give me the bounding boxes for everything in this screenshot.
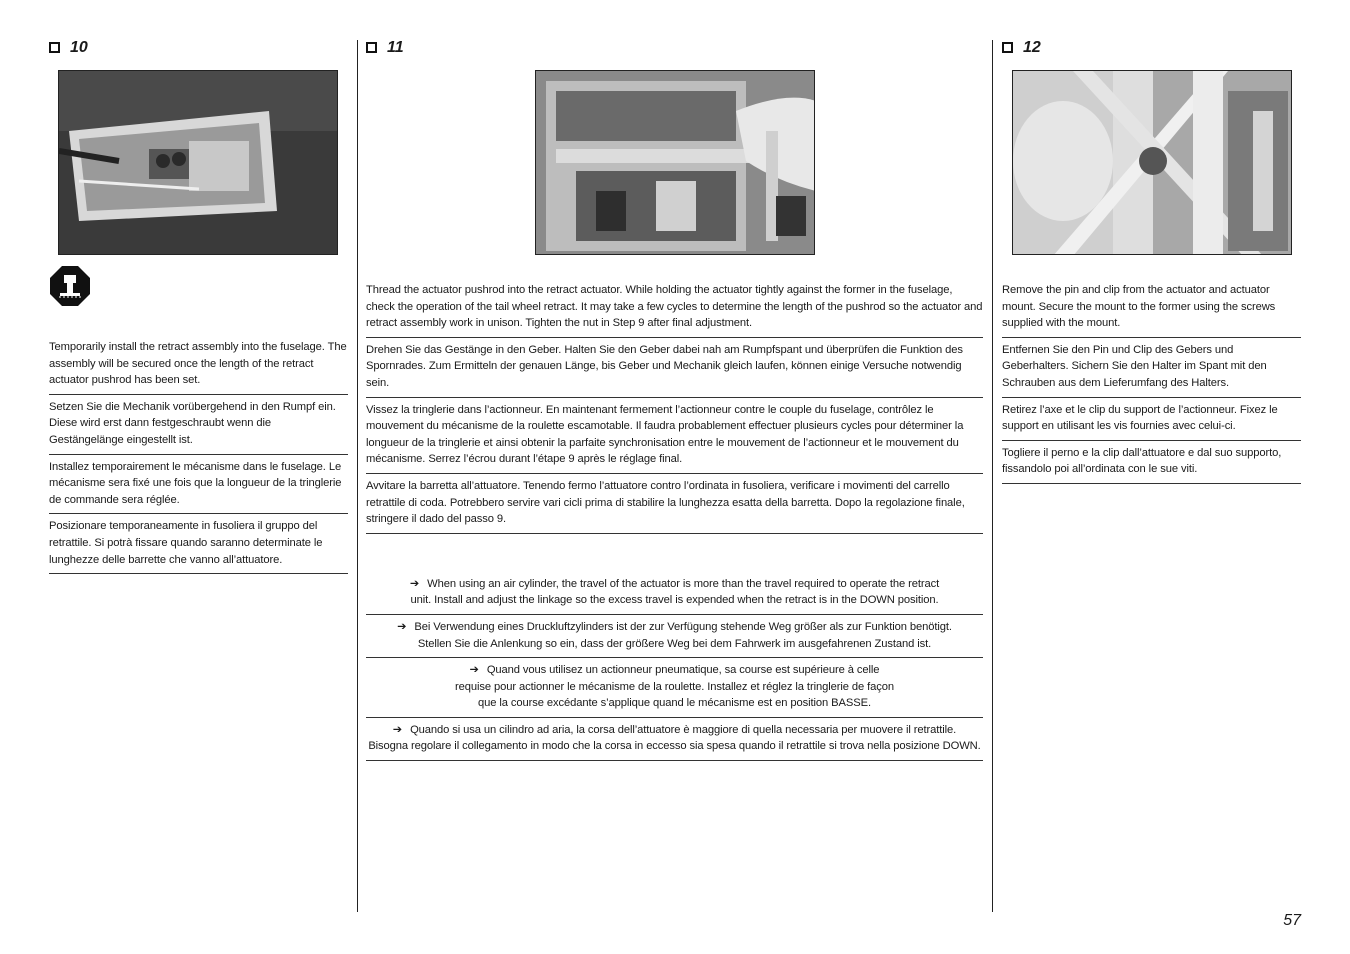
note-fr-line-2: requise pour actionner le mécanisme de la roulette. Installez et réglez la tringlerie de façon xyxy=(455,680,894,693)
note-it-line-1: Quando si usa un cilindro ad aria, la corsa dell’attuatore è maggiore di quella necessaria per muovere il retrattile. xyxy=(410,723,957,736)
step-10-text xyxy=(49,335,348,574)
step-12-text-fr: Retirez l’axe et le clip du support de l’actionneur. Fixez le support en utilisant les vis fournies avec celui-ci. xyxy=(1002,398,1301,441)
arrow-right-icon: ➔ xyxy=(392,723,403,736)
note-fr xyxy=(366,658,983,718)
arrow-right-icon: ➔ xyxy=(397,620,407,633)
arrow-right-icon: ➔ xyxy=(409,577,420,590)
arrow-right-icon: ➔ xyxy=(469,664,479,677)
step-12-photo xyxy=(1012,70,1292,255)
note-de-line-2: Stellen Sie die Anlenkung so ein, dass der größere Weg bei dem Fahrwerk im ausgefahrenen Zustand ist. xyxy=(417,637,932,650)
column-divider-right xyxy=(992,40,993,912)
step-12-header xyxy=(1002,36,1301,60)
step-10-text-it: Posizionare temporaneamente in fusoliera il gruppo del retrattile. Si potrà fissare quando saranno determinate le lunghezze delle barrette che vanno all’attuatore. xyxy=(49,514,348,574)
step-12-text-de: Entfernen Sie den Pin und Clip des Gebers und Geberhalters. Sichern Sie den Halter im Spant mit den Schrauben aus dem Lieferumfang des Halters. xyxy=(1002,338,1301,398)
page-number: 57 xyxy=(1283,912,1301,929)
step-12-text xyxy=(1002,278,1301,484)
step-10-text-de: Setzen Sie die Mechanik vorübergehend in den Rumpf ein. Diese wird erst dann festgeschraubt wenn die Gestängelänge eingestellt ist. xyxy=(49,395,348,455)
step-11-text-en: Thread the actuator pushrod into the retract actuator. While holding the actuator tightly against the former in the fuselage, check the operation of the tail wheel retract. It may take a few cycles to determine the length of the pushrod so the actuator and retract assembly work in unison. Tighten the nut in Step 9 after final adjustment. xyxy=(366,278,983,338)
note-en-line-2: unit. Install and adjust the linkage so the excess travel is expended when the retract is in the DOWN position. xyxy=(410,594,939,607)
screw-warning-icon xyxy=(49,265,91,307)
step-11-text-de: Drehen Sie das Gestänge in den Geber. Halten Sie den Geber dabei nah am Rumpfspant und überprüfen die Funktion des Spornrades. Zum Ermitteln der genauen Länge, bis Geber und Mechanik gleich laufen, können einige Versuche notwendig sein. xyxy=(366,338,983,398)
checkbox-icon[interactable] xyxy=(366,42,377,53)
note-it-line-2: Bisogna regolare il collegamento in modo che la corsa in eccesso sia spesa quando il retrattile si trova nella posizione DOWN. xyxy=(368,740,981,753)
note-it xyxy=(366,718,983,761)
step-10-header xyxy=(49,36,348,60)
step-11-photo xyxy=(535,70,815,255)
step-11-header xyxy=(366,36,983,60)
step-11-text-it: Avvitare la barretta all’attuatore. Tenendo fermo l’attuatore contro l’ordinata in fusoliera, verificare i movimenti del carrello retrattile di coda. Potrebbero servire vari cicli prima di stabilire la lunghezza esatta della barretta. Dopo la regolazione finale, stringere il dado del passo 9. xyxy=(366,474,983,534)
step-11-text-fr: Vissez la tringlerie dans l’actionneur. En maintenant fermement l’actionneur contre le couple du fuselage, contrôlez le mouvement du mécanisme de la roulette escamotable. Il faudra probablement effectuer plusieurs cycles pour déterminer la longueur de la tringlerie et ainsi obtenir la parfaite synchronisation entre le mouvement de l’actionneur et le mouvement du mécanisme. Serrez l’écrou durant l’étape 9 après le réglage final. xyxy=(366,398,983,474)
step-10-photo xyxy=(58,70,338,255)
checkbox-icon[interactable] xyxy=(49,42,60,53)
checkbox-icon[interactable] xyxy=(1002,42,1013,53)
step-10-text-fr: Installez temporairement le mécanisme dans le fuselage. Le mécanisme sera fixé une fois que la longueur de la tringlerie de commande sera réglée. xyxy=(49,455,348,515)
note-en xyxy=(366,572,983,615)
column-divider-left xyxy=(357,40,358,912)
step-10-section xyxy=(49,36,348,574)
step-11-notes xyxy=(366,572,983,761)
step-10-text-en: Temporarily install the retract assembly into the fuselage. The assembly will be secured once the length of the retract actuator pushrod has been set. xyxy=(49,335,348,395)
step-11-text xyxy=(366,278,983,534)
note-de-line-1: Bei Verwendung eines Druckluftzylinders ist der zur Verfügung stehende Weg größer als zur Funktion benötigt. xyxy=(414,620,952,633)
step-11-photo-illustration xyxy=(536,71,815,255)
step-12-number: 12 xyxy=(1023,39,1041,56)
step-10-number: 10 xyxy=(70,39,88,56)
step-12-photo-illustration xyxy=(1013,71,1292,255)
step-12-text-it: Togliere il perno e la clip dall’attuatore e dal suo supporto, fissandolo poi all’ordinata con le sue viti. xyxy=(1002,441,1301,484)
note-de xyxy=(366,615,983,658)
note-fr-line-1: Quand vous utilisez un actionneur pneumatique, sa course est supérieure à celle xyxy=(486,664,880,677)
step-11-number: 11 xyxy=(387,39,404,56)
note-fr-line-3: que la course excédante s’applique quand le mécanisme est en position BASSE. xyxy=(478,697,871,710)
step-10-photo-illustration xyxy=(59,71,338,255)
step-12-section xyxy=(1002,36,1301,484)
step-12-text-en: Remove the pin and clip from the actuator and actuator mount. Secure the mount to the former using the screws supplied with the mount. xyxy=(1002,278,1301,338)
step-11-section xyxy=(366,36,983,761)
note-en-line-1: When using an air cylinder, the travel of the actuator is more than the travel required to operate the retract xyxy=(427,577,940,590)
